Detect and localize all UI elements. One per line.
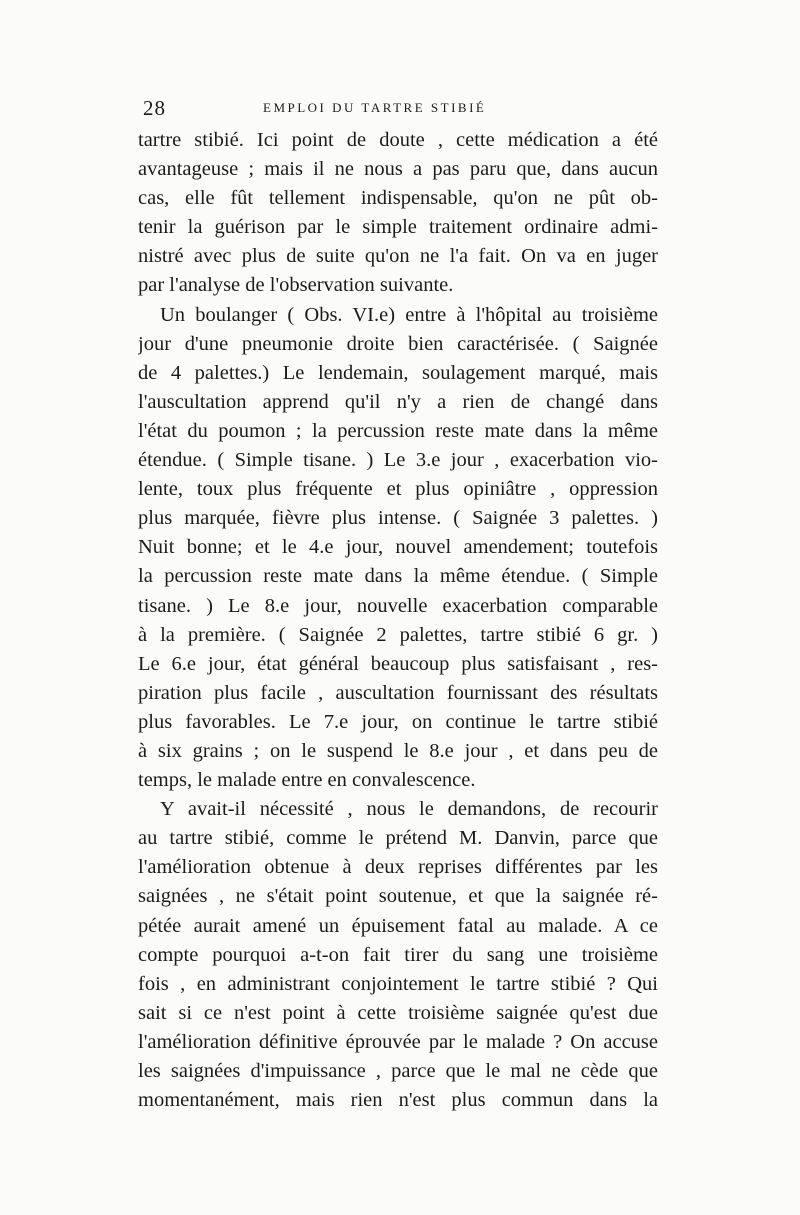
text-line: tenir la guérison par le simple traitement ordinaire admi- — [138, 216, 658, 239]
text-line: pétée aurait amené un épuisement fatal au malade. A ce — [138, 914, 658, 937]
text-line: Y avait-il nécessité , nous le demandons, de recourir — [160, 798, 658, 821]
text-line: la percussion reste mate dans la même étendue. ( Simple — [138, 565, 658, 588]
text-line: plus favorables. Le 7.e jour, on continue le tartre stibié — [138, 710, 658, 733]
text-line: Nuit bonne; et le 4.e jour, nouvel amendement; toutefois — [138, 536, 658, 559]
text-line: Un boulanger ( Obs. VI.e) entre à l'hôpital au troisième — [160, 303, 658, 326]
text-line: fois , en administrant conjointement le tartre stibié ? Qui — [138, 972, 658, 995]
text-line: au tartre stibié, comme le prétend M. Danvin, parce que — [138, 827, 658, 850]
text-line: nistré avec plus de suite qu'on ne l'a fait. On va en juger — [138, 245, 658, 268]
text-line: saignées , ne s'était point soutenue, et que la saignée ré- — [138, 885, 658, 908]
text-line: à six grains ; on le suspend le 8.e jour , et dans peu de — [138, 739, 658, 762]
text-line: piration plus facile , auscultation fournissant des résultats — [138, 681, 658, 704]
text-line: par l'analyse de l'observation suivante. — [138, 274, 454, 297]
text-line: à la première. ( Saignée 2 palettes, tartre stibié 6 gr. ) — [138, 623, 658, 646]
text-line: temps, le malade entre en convalescence. — [138, 769, 476, 792]
text-line: tartre stibié. Ici point de doute , cette médication a été — [138, 129, 658, 151]
text-line: les saignées d'impuissance , parce que le mal ne cède que — [138, 1060, 658, 1082]
text-line: jour d'une pneumonie droite bien caractérisée. ( Saignée — [138, 332, 658, 355]
text-line: de 4 palettes.) Le lendemain, soulagement marqué, mais — [138, 361, 658, 384]
text-line: étendue. ( Simple tisane. ) Le 3.e jour , exacerbation vio- — [138, 449, 658, 472]
text-line: Le 6.e jour, état général beaucoup plus satisfaisant , res- — [138, 652, 658, 675]
text-line: cas, elle fût tellement indispensable, qu'on ne pût ob- — [138, 187, 658, 210]
text-line: compte pourquoi a-t-on fait tirer du sang une troisième — [138, 943, 658, 966]
running-head — [143, 96, 657, 124]
text-line: avantageuse ; mais il ne nous a pas paru que, dans aucun — [138, 158, 658, 181]
text-line: l'amélioration obtenue à deux reprises différentes par les — [138, 856, 658, 879]
text-line: sait si ce n'est point à cette troisième saignée qu'est due — [138, 1001, 658, 1024]
text-line: plus marquée, fièvre plus intense. ( Saignée 3 palettes. ) — [138, 507, 658, 530]
text-line: l'état du poumon ; la percussion reste mate dans la même — [138, 419, 658, 442]
text-line: l'auscultation apprend qu'il n'y a rien de changé dans — [138, 390, 658, 413]
text-line: l'amélioration définitive éprouvée par le malade ? On accuse — [138, 1030, 658, 1053]
text-line: lente, toux plus fréquente et plus opiniâtre , oppression — [138, 478, 658, 501]
body-text — [138, 126, 658, 1115]
running-title: EMPLOI DU TARTRE STIBIÉ — [263, 100, 487, 115]
text-line: tisane. ) Le 8.e jour, nouvelle exacerbation comparable — [138, 594, 658, 617]
text-line: momentanément, mais rien n'est plus commun dans la — [138, 1089, 658, 1112]
page-number: 28 — [143, 96, 166, 120]
